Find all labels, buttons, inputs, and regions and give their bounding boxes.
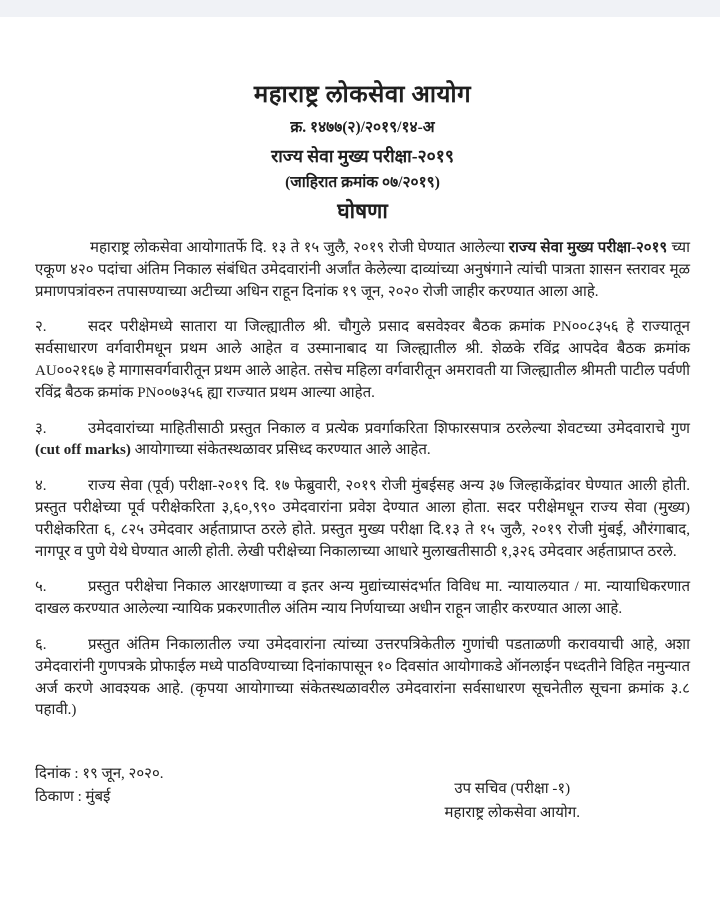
signatory-organization: महाराष्ट्र लोकसेवा आयोग.: [444, 805, 580, 822]
paragraph-3: [35, 419, 690, 463]
paragraph-text: च्या एकूण ४२० पदांचा अंतिम निकाल संबंधित उमेदवारांनी अर्जांत केलेल्या दाव्यांच्या अनुषंगाने त्यांची पात्रता शासन स्तरावर मूळ प्रमाणपत्रांवरुन तपासण्याच्या अटीच्या अधिन राहून दिनांक १९ जून, २०२० रोजी जाहीर करण्यात आला आहे.: [35, 240, 690, 300]
paragraph-number: ६.: [35, 636, 47, 653]
organization-title: महाराष्ट्र लोकसेवा आयोग: [253, 82, 472, 108]
paragraph-6: [35, 635, 690, 722]
paragraph-number: ३.: [35, 420, 47, 437]
paragraph-2: [35, 317, 690, 404]
document-heading: घोषणा: [337, 199, 388, 223]
paragraph-text: प्रस्तुत अंतिम निकालातील ज्या उमेदवारांना त्यांच्या उत्तरपत्रिकेतील गुणांची पडताळणी करावयाची आहे, अशा उमेदवारांनी गुणपत्रके प्रोफाईल मध्ये पाठविण्याच्या दिनांकापासून १० दिवसांत आयोगाकडे ऑनलाईन पध्दतीने विहित नमुन्यात अर्ज करणे आवश्यक आहे. (कृपया आयोगाच्या संकेतस्थळावरील उमेदवारांना सर्वसाधारण सूचनेतील सूचना क्रमांक ३.८ पहावी.): [35, 636, 690, 719]
signatory-designation: उप सचिव (परीक्षा -१): [454, 781, 571, 798]
paragraph-intro: [35, 238, 690, 303]
paragraph-text: उमेदवारांच्या माहितीसाठी प्रस्तुत निकाल व प्रत्येक प्रवर्गाकरिता शिफारसपात्र ठरलेल्या शेवटच्या उमेदवाराचे गुण: [88, 420, 690, 437]
paragraph-5: [35, 577, 690, 621]
signature-block: [445, 777, 580, 825]
document-header: [35, 81, 690, 224]
paragraph-number: ५.: [35, 579, 47, 596]
document-footer: [35, 763, 690, 825]
paragraph-4: [35, 476, 690, 563]
paragraph-text: प्रस्तुत परीक्षेचा निकाल आरक्षणाच्या व इतर अन्य मुद्यांच्यासंदर्भात विविध मा. न्यायालयात / मा. न्यायाधिकरणात दाखल करण्यात आलेल्या न्यायिक प्रकरणातील अंतिम न्याय निर्णयाच्या अधीन राहून जाहीर करण्यात आला आहे.: [35, 579, 690, 618]
paragraph-text: सदर परीक्षेमध्ये सातारा या जिल्ह्यातील श्री. चौगुले प्रसाद बसवेश्वर बैठक क्रमांक PN००८३५६ हे राज्यातून सर्वसाधारण वर्गवारीमधून प्रथम आले आहेत व उस्मानाबाद या जिल्ह्यातील श्री. शेळके रविंद्र आपदेव बैठक क्रमांक AU००२१६७ हे मागासवर्गवारीतून प्रथम आले आहेत. तसेच महिला वर्गवारीतून अमरावती या जिल्ह्यातील श्रीमती पाटील पर्वणी रविंद्र बैठक क्रमांक PN००७३५६ ह्या राज्यात प्रथम आल्या आहेत.: [35, 319, 690, 401]
scan-edge-band: [0, 0, 720, 17]
paragraph-number: २.: [35, 319, 47, 336]
paragraph-text-bold: राज्य सेवा मुख्य परीक्षा-२०१९: [508, 240, 668, 256]
paragraph-text: राज्य सेवा (पूर्व) परीक्षा-२०१९ दि. १७ फेब्रुवारी, २०१९ रोजी मुंबईसह अन्य ३७ जिल्हाकेंद्रांवर घेण्यात आली होती. प्रस्तुत परीक्षेच्या पूर्व परीक्षेकरिता ३,६०,९९० उमेदवारांना प्रवेश देण्यात आला होता. सदर परीक्षेमधून राज्य सेवा (मुख्य) परीक्षेकरिता ६, ८२५ उमेदवार अर्हताप्राप्त ठरले होते. प्रस्तुत मुख्य परीक्षा दि.१३ ते १५ जुलै, २०१९ रोजी मुंबई, औरंगाबाद, नागपूर व पुणे येथे घेण्यात आली होती. लेखी परीक्षेच्या निकालाच्या आधारे मुलाखतीसाठी १,३२६ उमेदवार अर्हताप्राप्त ठरले.: [35, 478, 690, 560]
reference-number: क्र. १४७७(२)/२०१९/१४-अ: [290, 119, 435, 136]
paragraph-text-bold: (cut off marks): [35, 442, 131, 459]
place-line: ठिकाण : मुंबई: [35, 789, 111, 806]
date-place-block: [35, 763, 164, 825]
document-content: [0, 17, 720, 825]
paragraph-text: महाराष्ट्र लोकसेवा आयोगातर्फे दि. १३ ते १५ जुलै, २०१९ रोजी घेण्यात आलेल्या: [90, 240, 509, 256]
paragraph-text: आयोगाच्या संकेतस्थळावर प्रसिध्द करण्यात आले आहेत.: [130, 442, 431, 459]
advertisement-number: (जाहिरात क्रमांक ०७/२०१९): [285, 174, 440, 191]
document-body: [35, 238, 690, 722]
exam-title: राज्य सेवा मुख्य परीक्षा-२०१९: [271, 146, 454, 166]
date-line: दिनांक : १९ जून, २०२०.: [35, 766, 164, 783]
paragraph-number: ४.: [35, 478, 47, 495]
